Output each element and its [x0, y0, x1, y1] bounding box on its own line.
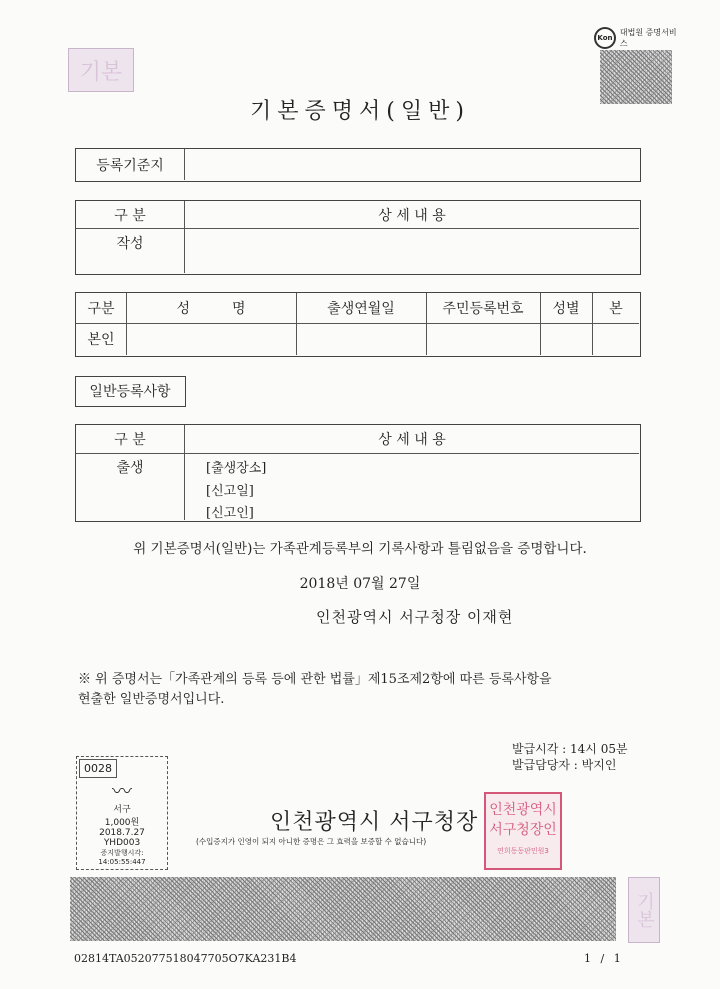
- person-col-origin: 본: [609, 301, 623, 317]
- watermark-bottom-right: 기본: [628, 877, 660, 943]
- issue-officer: 발급담당자 : 박지인: [512, 758, 617, 772]
- general-detail-table: [75, 424, 641, 522]
- stamp-office: 서구: [113, 805, 131, 815]
- seal-sub: 연희동동판민원3: [497, 847, 549, 855]
- watermark-top-left: 기본: [68, 48, 134, 92]
- revenue-stamp: [76, 756, 168, 870]
- general-item-birthplace: [출생장소]: [206, 461, 267, 476]
- stamp-fee: 1,000원: [104, 818, 140, 828]
- page-title: 기본증명서(일반): [250, 99, 470, 124]
- person-col-birth: 출생연월일: [327, 301, 395, 317]
- general-col-content: 상 세 내 용: [378, 432, 446, 448]
- detail-col-content: 상 세 내 용: [378, 207, 446, 224]
- detail-col-category: 구 분: [114, 207, 146, 224]
- person-col-sex: 성별: [552, 301, 580, 317]
- logo-text: 대법원 증명서비스: [619, 28, 677, 48]
- office-name: 인천광역시 서구청장: [270, 810, 479, 835]
- official-seal: [484, 792, 562, 870]
- person-col-id: 주민등록번호: [442, 301, 524, 317]
- person-table: [75, 292, 641, 357]
- issuer-name: 인천광역시 서구청장 이재현: [316, 608, 514, 626]
- stamp-emblem-icon: 〰: [112, 779, 132, 803]
- person-col-name: 성 명: [176, 301, 246, 317]
- person-col-type: 구분: [87, 301, 115, 317]
- office-note: (수입증지가 인영이 되지 아니한 증명은 그 효력을 보증할 수 없습니다): [196, 837, 427, 846]
- stamp-code: YHD003: [103, 838, 141, 848]
- page-number: 1 / 1: [584, 952, 621, 965]
- registry-value: [186, 149, 636, 180]
- general-item-reporter: [신고인]: [206, 506, 254, 521]
- security-strip: [70, 877, 616, 941]
- registry-table: [75, 148, 641, 182]
- seal-line1: 인천광역시: [489, 802, 557, 818]
- legal-note-line2: 현출한 일반증명서입니다.: [78, 692, 225, 707]
- general-col-category: 구 분: [114, 432, 146, 448]
- detail-row-label: 작성: [116, 236, 144, 252]
- person-row-label: 본인: [87, 332, 115, 348]
- registry-label: 등록기준지: [96, 157, 164, 174]
- general-label-text: 일반등록사항: [89, 384, 171, 400]
- stamp-number: 0028: [79, 759, 117, 778]
- footer-code: 02814TA052077518047705O7KA231B4: [74, 952, 297, 965]
- stamp-issued: 증지발행시각: 14:05:55:447: [98, 849, 146, 866]
- general-row-label: 출생: [116, 460, 144, 476]
- issue-time: 발급시각 : 14시 05분: [512, 742, 628, 756]
- general-item-report-date: [신고일]: [206, 484, 254, 499]
- seal-line2: 서구청장인: [489, 822, 557, 838]
- logo-badge-icon: Kon: [594, 27, 616, 49]
- issue-date: 2018년 07월 27일: [299, 576, 421, 592]
- detail-table: [75, 200, 641, 275]
- general-section-label: [75, 376, 186, 407]
- certify-text: 위 기본증명서(일반)는 가족관계등록부의 기록사항과 틀림없음을 증명합니다.: [133, 541, 587, 557]
- service-logo: [594, 28, 684, 48]
- stamp-date: 2018.7.27: [99, 828, 145, 838]
- legal-note-line1: ※ 위 증명서는「가족관계의 등록 등에 관한 법률」제15조제2항에 따른 등록사항을: [78, 672, 552, 687]
